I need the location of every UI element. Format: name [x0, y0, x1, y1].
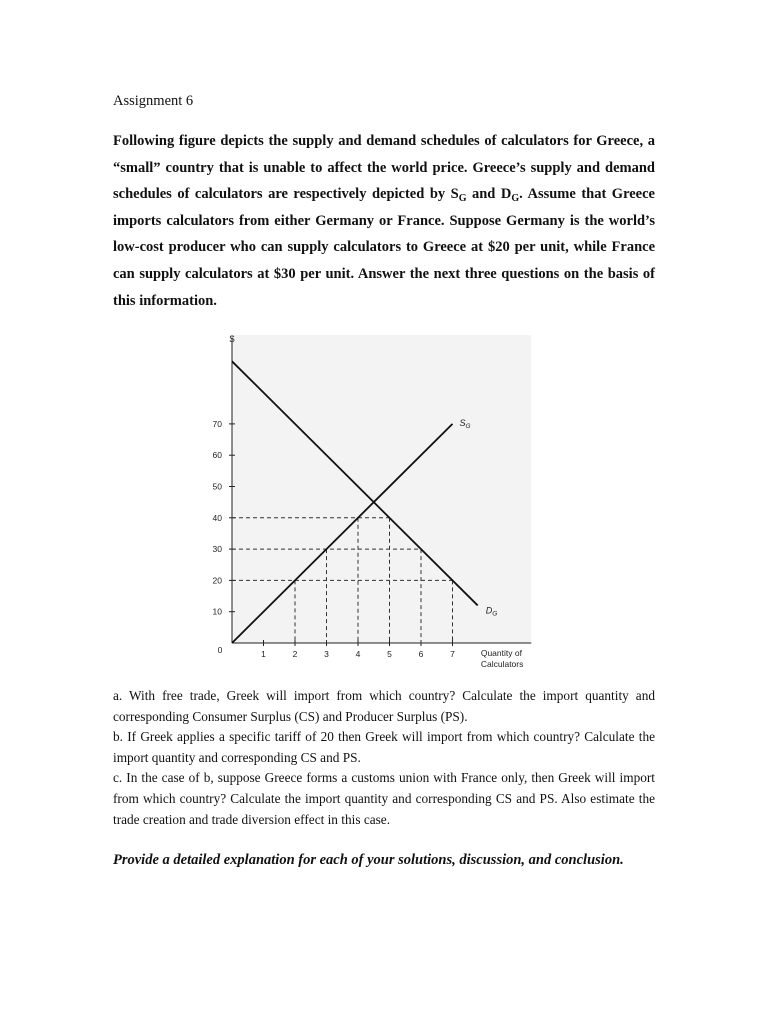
demand-curve-label-subscript: G [492, 610, 498, 618]
y-tick-label: 60 [212, 450, 222, 461]
intro-paragraph [113, 128, 655, 314]
plot-background [232, 335, 531, 643]
supply-demand-figure [200, 330, 550, 675]
supply-demand-chart [200, 330, 550, 675]
x-tick-label: 3 [324, 649, 329, 659]
assignment-title: Assignment 6 [113, 93, 194, 109]
x-tick-label: 2 [292, 649, 298, 659]
x-axis-label-line2: Calculators [480, 659, 524, 669]
supply-curve-label: $S_G$ [459, 417, 471, 430]
y-tick-label: 30 [212, 544, 222, 555]
demand-curve-label: $D_G$ [485, 605, 498, 618]
question-b: b. If Greek applies a specific tariff of 20 then Greek will import from which country? Calculate the import quantity and corresponding CS and PS. [113, 729, 655, 765]
y-tick-label: 50 [212, 481, 222, 492]
y-axis-label: $ [229, 334, 235, 344]
supply-subscript: G [458, 193, 467, 205]
y-tick-label: 40 [212, 512, 222, 523]
intro-text-3: . Assume that Greece imports calculators from either Germany or France. Suppose Germany is the world’s low-cost producer who can supply calculators to Greece at $20 per unit, while France can supply calculators at $30 per unit. Answer the next three questions on the basis of this information. [113, 186, 655, 309]
question-c: c. In the case of b, suppose Greece forms a customs union with France only, then Greek will import from which country? Calculate the import quantity and corresponding CS and PS. Also estimate the trade creation and trade diversion effect in this case. [113, 770, 655, 827]
question-a: a. With free trade, Greek will import from which country? Calculate the import quantity and corresponding Consumer Surplus (CS) and Producer Surplus (PS). [113, 688, 655, 724]
intro-text-2: and D [466, 186, 512, 203]
closing-instruction: Provide a detailed explanation for each of your solutions, discussion, and conclusion. [113, 852, 624, 868]
x-tick-label: 5 [387, 649, 392, 659]
intro-text-1: Following figure depicts the supply and demand schedules of calculators for Greece, a “small” country that is unable to affect the world price. Greece’s supply and demand schedules of calculators are respectively depicted by S [113, 133, 655, 203]
x-tick-label: 4 [355, 649, 361, 659]
x-tick-label: 1 [261, 649, 266, 659]
questions-block [113, 686, 655, 830]
supply-curve-label-subscript: G [465, 422, 471, 430]
origin-label: 0 [217, 645, 223, 655]
y-tick-label: 70 [212, 418, 222, 429]
x-tick-label: 6 [418, 649, 424, 659]
x-axis-label-line1: Quantity of [480, 648, 522, 658]
x-tick-label: 7 [450, 649, 455, 659]
demand-subscript: G [511, 193, 520, 205]
y-tick-label: 10 [212, 606, 222, 617]
y-tick-label: 20 [212, 575, 222, 586]
